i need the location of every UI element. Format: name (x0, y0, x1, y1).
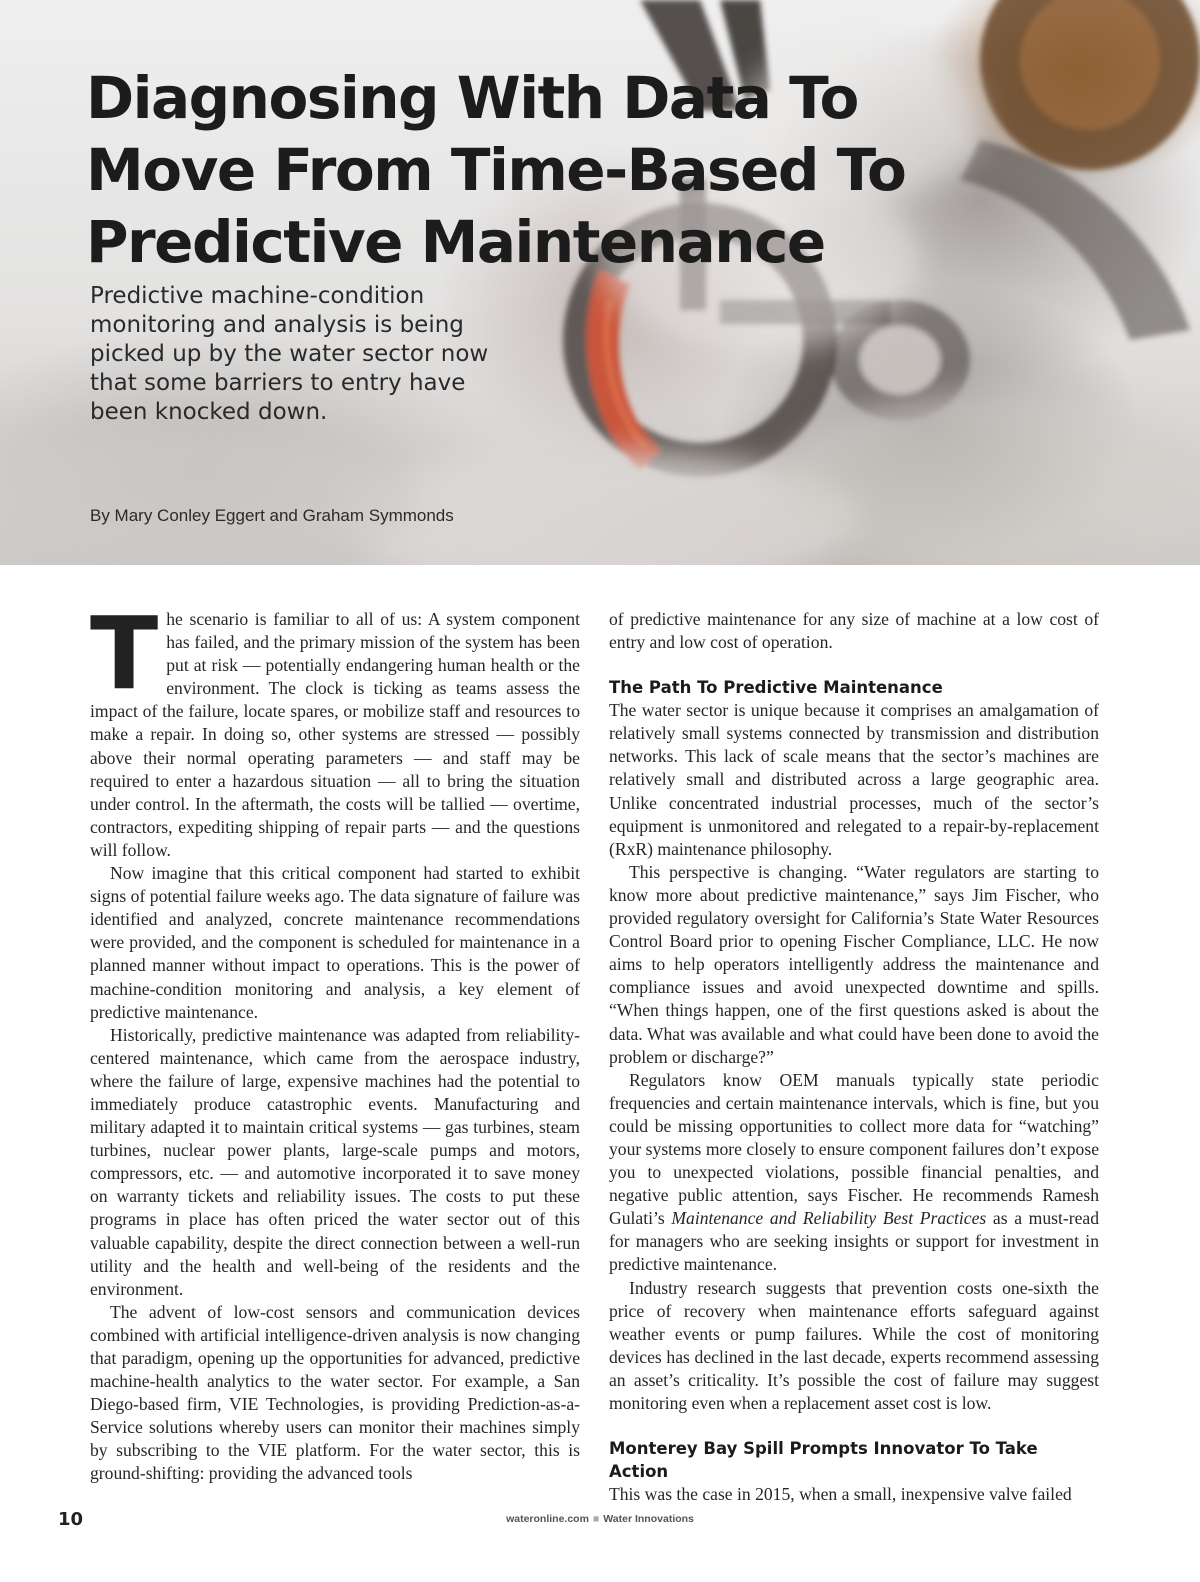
footer-separator: ■ (592, 1513, 600, 1525)
body-paragraph: of predictive maintenance for any size of machine at a low cost of entry and low cost of operation. (609, 609, 1099, 653)
body-paragraph: This was the case in 2015, when a small, inexpensive valve failed (609, 1484, 1072, 1505)
paragraph-text: as a must-read for managers who are seeking insights or support for investment in predictive maintenance. (609, 1208, 1099, 1275)
footer-section: Water Innovations (603, 1513, 694, 1525)
article-column-right (609, 608, 1099, 1506)
drop-cap: T (90, 595, 159, 712)
section-subhead: The Path To Predictive Maintenance (609, 678, 943, 698)
article-column-left (90, 595, 580, 1486)
body-paragraph: The advent of low-cost sensors and communication devices combined with artificial intelligence-driven analysis is now changing that paradigm, opening up the opportunities for advanced, predictive machine-health analytics to the water sector. For example, a San Diego-based firm, VIE Technologies, is providing Prediction-as-a-Service solutions whereby users can monitor their machines simply by subscribing to the VIE platform. For the water sector, this is ground-shifting: providing the advanced tools (90, 1301, 580, 1484)
body-paragraph: This perspective is changing. “Water regulators are starting to know more about predictive maintenance,” says Jim Fischer, who provided regulatory oversight for California’s State Water Resources Control Board prior to opening Fischer Compliance, LLC. He now aims to help operators intelligently address the maintenance and compliance issues and avoid unexpected downtime and spills. “When things happen, one of the first questions asked is about the data. What was available and what could have been done to avoid the problem or discharge?” (609, 861, 1099, 1067)
body-paragraph: Historically, predictive maintenance was adapted from reliability-centered maintenance, which came from the aerospace industry, where the failure of large, expensive machines had the potential to immediately produce catastrophic events. Manufacturing and military adapted it to maintain critical systems — gas turbines, steam turbines, nuclear power plants, large-scale pumps and motors, compressors, etc. — and automotive incorporated it to save money on warranty tickets and reliability issues. The costs to put these programs in place has often priced the water sector out of this valuable capability, despite the direct connection between a well-run utility and the health and well-being of the residents and the environment. (90, 1024, 580, 1299)
hero-banner (0, 0, 1200, 565)
body-paragraph: Now imagine that this critical component had started to exhibit signs of potential failure weeks ago. The data signature of failure was identified and analyzed, concrete maintenance recommendations were provided, and the component is scheduled for maintenance in a planned manner without impact to operations. This is the power of machine-condition monitoring and analysis, a key element of predictive maintenance. (90, 863, 580, 1022)
book-title: Maintenance and Reliability Best Practices (671, 1208, 987, 1229)
paragraph-text: Regulators know OEM manuals typically state periodic frequencies and certain maintenance intervals, which is fine, but you could be missing opportunities to collect more data for “watching” your systems more closely to ensure component failures don’t expose you to unexpected violations, possible financial penalties, and negative public attention, says Fischer. He recommends Ramesh Gulati’s (609, 1069, 1099, 1229)
body-paragraph: Industry research suggests that prevention costs one-sixth the price of recovery when maintenance efforts safeguard against weather events or pump failures. While the cost of monitoring devices has declined in the last decade, experts recommend assessing an asset’s criticality. It’s possible the cost of failure may suggest monitoring even when a replacement asset cost is low. (609, 1277, 1099, 1413)
body-paragraph: The water sector is unique because it comprises an amalgamation of relatively small systems connected by transmission and distribution networks. This lack of scale means that the sector’s machines are relatively small and distributed across a large geographic area. Unlike concentrated industrial processes, much of the sector’s equipment is unmonitored and relegated to a repair-by-replacement (RxR) maintenance philosophy. (609, 700, 1099, 859)
footer-site: wateronline.com (506, 1513, 589, 1525)
page-footer (0, 1513, 1200, 1525)
section-subhead: Monterey Bay Spill Prompts Innovator To Take Action (609, 1439, 1038, 1482)
body-paragraph (609, 1069, 1099, 1277)
article-byline: By Mary Conley Eggert and Graham Symmonds (90, 506, 454, 525)
article-deck: Predictive machine-condition monitoring and analysis is being picked up by the water sector now that some barriers to entry have been knocked down. (90, 283, 489, 425)
article-headline: Diagnosing With Data To Move From Time-Based To Predictive Maintenance (86, 64, 906, 276)
body-paragraph (90, 595, 580, 862)
paragraph-text: he scenario is familiar to all of us: A system component has failed, and the primary mission of the system has been put at risk — potentially endangering human health or the environment. The clock is ticking as teams assess the impact of the failure, locate spares, or mobilize staff and resources to make a repair. In doing so, other systems are stressed — possibly above their normal operating parameters — and staff may be required to enter a hazardous situation — all to bring the situation under control. In the aftermath, the costs will be tallied — overtime, contractors, expediting shipping of repair parts — and the questions will follow. (90, 609, 580, 860)
page-number: 10 (58, 1509, 84, 1530)
